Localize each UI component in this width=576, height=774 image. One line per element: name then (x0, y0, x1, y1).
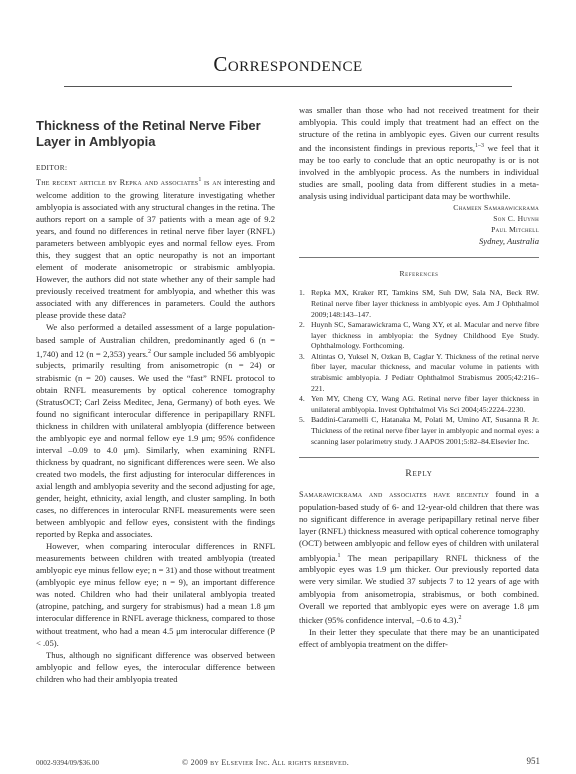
reference-item (299, 415, 539, 447)
letter-paragraph-1 (36, 174, 275, 321)
divider (299, 457, 539, 458)
reference-text: Yen MY, Cheng CY, Wang AG. Retinal nerve fiber layer thickness in unilateral amblyopia. Invest Ophthalmol Vis Sci 2004;45:2224–2230. (311, 394, 539, 414)
reply-paragraph-1 (299, 488, 539, 625)
author-name: Paul Mitchell (491, 225, 539, 235)
reference-item (299, 394, 539, 415)
footer-copyright: © 2009 by Elsevier Inc. All rights reserved. (182, 758, 350, 767)
reference-text: Huynh SC, Samarawickrama C, Wang XY, et al. Macular and nerve fibre layer thickness in amblyopia: the Sydney Childhood Eye Study. Ophthalmology. Forthcoming. (311, 320, 539, 351)
author-name: Son C. Huynh (493, 214, 539, 224)
left-column (36, 96, 275, 685)
author-name: Chameen Samarawickrama (453, 203, 539, 213)
reference-item (299, 288, 539, 320)
reference-number: 4. (299, 394, 305, 404)
footer-issn: 0002-9394/09/$36.00 (36, 758, 100, 767)
reference-number: 2. (299, 320, 305, 330)
paragraph-text: The mean peripapillary RNFL thickness of the amblyopic eyes was 1.9 μm thicker. Our previously reported data were very similar. We studied 37 subjects 7 to 12 years of age with amblyopia from anisometropia, strabismus, or both combined. Overall we reported that amblyopic eyes were on average 1.8 μm thicker (95% confidence interval, −0.6 to 4.3). (299, 552, 539, 625)
page-header (0, 52, 576, 77)
reference-item (299, 352, 539, 394)
paragraph-text: we feel that it may be too early to conclude that an optic neuropathy is or is not involved in the amblyopic process. As the numbers in individual studies are small, pooling data from different studies in a meta-analysis using individual participant data may be worthwhile. (299, 143, 539, 202)
references-heading: References (399, 269, 439, 279)
letter-paragraph-4: Thus, although no significant difference was observed between amblyopic and fellow eyes, the interocular difference between children who had their amblyopia treated (36, 649, 275, 684)
section-title: Correspondence (213, 52, 363, 76)
lead-in: The recent article by Repka and associates (36, 177, 199, 187)
citation: 2 (458, 614, 462, 621)
article-title: Thickness of the Retinal Nerve Fiber Layer in Amblyopia (36, 118, 261, 149)
paragraph-text: was smaller than those who had not received treatment for their amblyopia. This could imply that treatment had an effect on the structure of the retina in amblyopic eyes. Given our current results and the inconsistent findings in previous reports, (299, 105, 539, 153)
reference-text: Repka MX, Kraker RT, Tamkins SM, Suh DW, Sala NA, Beck RW. Retinal nerve fiber layer thickness in amblyopic eyes. Am J Ophthalmol 2009;148:143–147. (311, 288, 539, 319)
page-number: 951 (526, 756, 540, 766)
reference-list (299, 288, 539, 447)
paragraph-text: Our sample included 56 amblyopic subjects, primarily resulting from anisometropic (n = 24) or strabismic (n = 20) causes. We used the “fast” RNFL protocol to obtain RNFL measurements by optical coherence tomography (StratusOCT; Carl Zeiss Meditec, Jena, Germany) of both eyes. We found no significant interocular difference in peripapillary RNFL thickness in children with unilateral amblyopia (difference between the amblyopic eye and normal fellow eye 1.9 μm; 95% confidence interval –0.09 to 4.0 μm). Similarly, when examining RNFL thickness by quadrant, no significant differences were seen. We also created two models, the first adjusting for interocular differences in axial length and amblyopia severity and the second adjusting for age, gender, height, ethnicity, axial length, and cluster sampling. In both cases, no differences in interocular RNFL measurements were seen between amblyopic and fellow eyes, consistent with the findings reported by Repka and associates. (36, 348, 275, 540)
letter-paragraph-2 (36, 321, 275, 540)
lead-in: Samarawickrama and associates have recently (299, 490, 489, 500)
reference-item (299, 320, 539, 352)
editor-label: EDITOR: (36, 163, 68, 172)
citation: 2 (147, 348, 151, 355)
divider (299, 257, 539, 258)
reference-number: 3. (299, 351, 305, 361)
right-column (299, 104, 539, 650)
reference-text: Altintas O, Yuksel N, Ozkan B, Caglar Y. Thickness of the retinal nerve fiber layer, macular thickness, and macular volume in patients with strabismic amblyopia. J Pediatr Ophthalmol Strabismus 2005;42:216–221. (311, 351, 539, 393)
letter-paragraph-5 (299, 104, 539, 202)
reference-number: 1. (299, 288, 305, 298)
letter-paragraph-3: However, when comparing interocular differences in RNFL measurements between children with treated amblyopia (treated amblyopic eye minus fellow eye; n = 31) and those without treatment (amblyopic eye minus fellow eye; n = 9), an important difference was noted. Children who had their unilateral amblyopia treated (atropine, patching, and surgery for strabismus) had a mean 1.8 μm interocular difference in RNFL average thickness, compared to those without treatment, who had a mean 4.5 μm interocular difference (P < .05). (36, 541, 275, 648)
lead-in-end: is an (201, 177, 222, 187)
citation: 1 (198, 177, 202, 184)
reference-text: Baddini-Caramelli C, Hatanaka M, Polati M, Umino AT, Susanna R Jr. Thickness of the retinal nerve fiber layer in amblyopic and normal eyes: a scanning laser polarimetry study. J AAPOS 2001;5:82–84.Elsevier Inc. (311, 415, 539, 446)
paragraph-text: found in a population-based study of 6- and 12-year-old children that there was no significant difference in average peripapillary retinal nerve fiber layer (RNFL) thickness measured with optical coherence tomography (OCT) between amblyopic and fellow eyes of children with unilateral amblyopia. (299, 489, 539, 563)
citation: 1 (337, 552, 341, 559)
paragraph-text: interesting and welcome addition to the growing literature investigating whether amblyopia is associated with any structural changes in the retina. The authors report on a sample of 37 patients with a mean age of 9.2 years, and found no differences in retinal nerve fiber layer (RNFL) parameters between amblyopic eyes and normal fellow eyes. From this, they suggest that an optic neuropathy is not an important element of moderate anisometropic or strabismic amblyopia. However, the authors did not state whether any of their sample had previously received treatment for amblyopia, and whether this was associated with any differences in parameters. Could the authors please provide these data? (36, 176, 275, 321)
header-divider (64, 86, 512, 87)
reference-number: 5. (299, 415, 305, 425)
citation: 1–3 (475, 143, 485, 150)
author-location: Sydney, Australia (479, 236, 539, 247)
paragraph-text: We also performed a detailed assessment of a large population-based sample of Australian children, predominantly aged 6 (n = 1,740) and 12 (n = 2,353) years. (36, 322, 275, 359)
reply-paragraph-2: In their letter they speculate that there may be an unanticipated effect of amblyopia treatment on the differ- (299, 626, 539, 649)
reply-heading: Reply (405, 469, 433, 480)
